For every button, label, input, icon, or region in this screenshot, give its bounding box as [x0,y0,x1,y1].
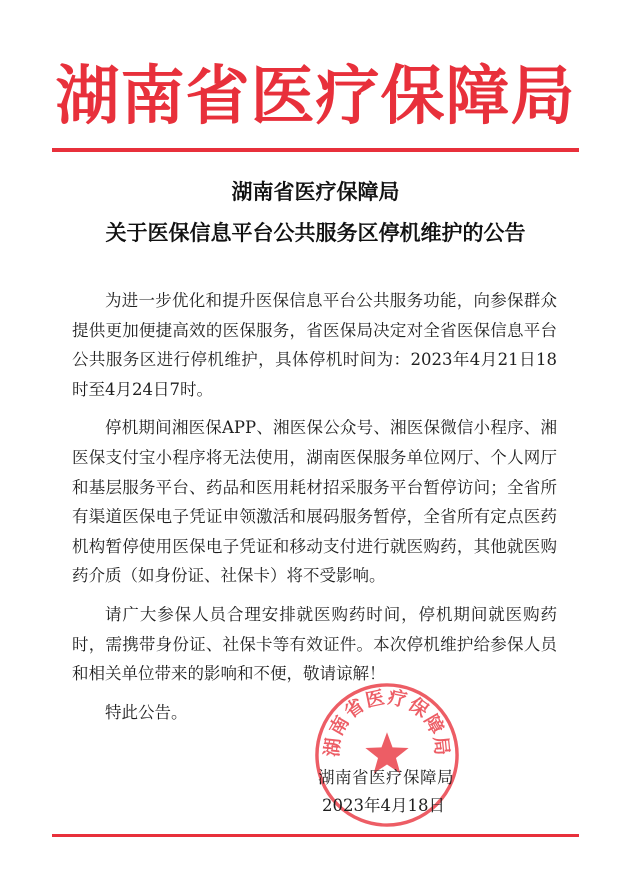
paragraph: 停机期间湘医保APP、湘医保公众号、湘医保微信小程序、湘医保支付宝小程序将无法使用，湖南医保服务单位网厅、个人网厅和基层服务平台、药品和医用耗材招采服务平台暂停访问；全省所有渠道医保电子凭证申领激活和展码服务暂停，全省所有定点医药机构暂停使用医保电子凭证和移动支付进行就医购药，其他就医购药介质（如身份证、社保卡）将不受影响。 [72,418,557,586]
notice-title-subject: 关于医保信息平台公共服务区停机维护的公告 [105,220,526,245]
notice-title-org: 湖南省医疗保障局 [231,179,400,204]
signature-org: 湖南省医疗保障局 [318,768,454,787]
footer-divider [52,834,579,837]
masthead-title: 湖南省医疗保障局 [55,59,576,134]
paragraph: 请广大参保人员合理安排就医购药时间，停机期间就医购药时，需携带身份证、社保卡等有效证件。本次停机维护给参保人员和相关单位带来的影响和不便，敬请谅解！ [72,604,557,684]
svg-text:湖南省医疗保障局: 湖南省医疗保障局 [320,686,454,758]
closing-line: 特此公告。 [105,702,188,722]
signature-date: 2023年4月18日 [322,796,445,815]
header-divider [52,148,579,152]
notice-body [72,286,557,736]
paragraph: 为进一步优化和提升医保信息平台公共服务功能，向参保群众提供更加便捷高效的医保服务，省医保局决定对全省医保信息平台公共服务区进行停机维护，具体停机时间为：2023年4月21日18时至4月24日7时。 [72,291,557,399]
